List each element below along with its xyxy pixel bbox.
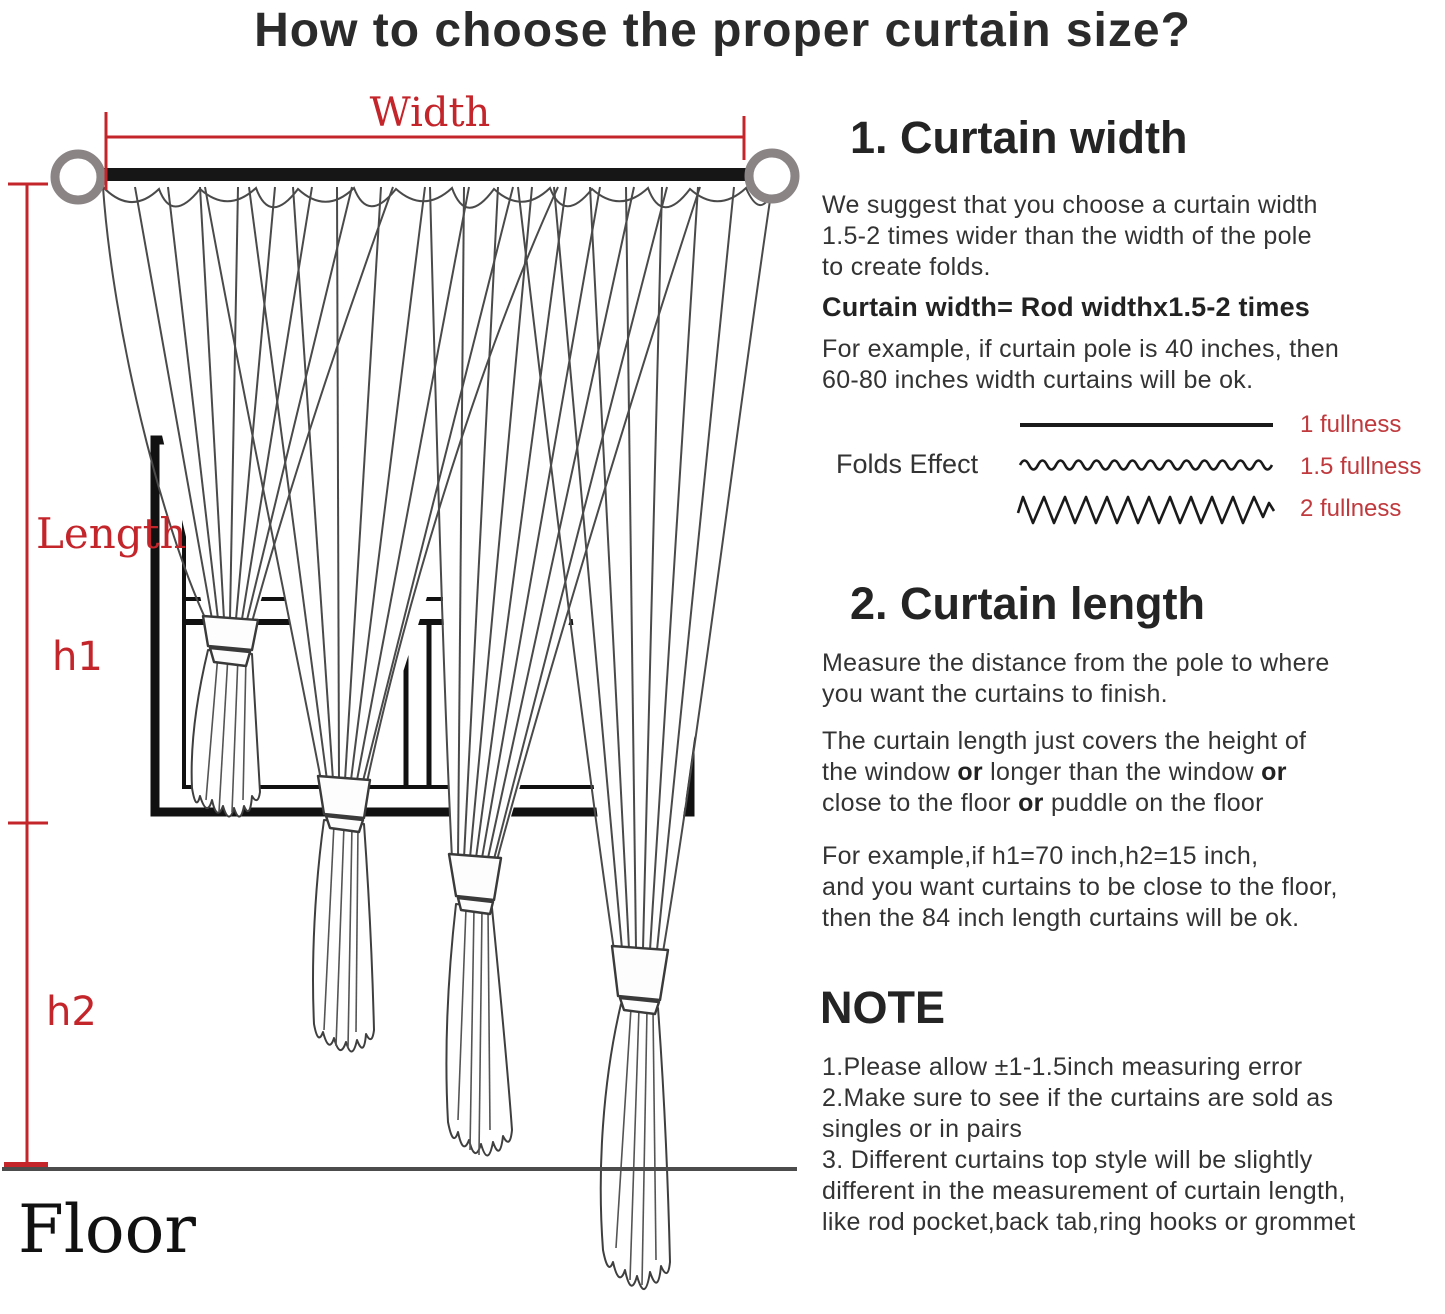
note-line: singles or in pairs <box>822 1115 1023 1143</box>
note-line: 3. Different curtains top style will be slightly <box>822 1146 1313 1174</box>
note-list <box>822 1052 1356 1238</box>
fullness-lines <box>1016 405 1282 540</box>
text-segment: longer than the window <box>982 758 1262 786</box>
width-example-paragraph <box>822 334 1339 396</box>
text-line: to create folds. <box>822 253 991 281</box>
length-measure-paragraph <box>822 648 1330 710</box>
length-label: Length <box>36 509 187 558</box>
fullness-label-1-5: 1.5 fullness <box>1300 453 1422 480</box>
text-line: then the 84 inch length curtains will be ok. <box>822 904 1300 932</box>
h1-label: h1 <box>52 634 103 680</box>
text-segment-bold: or <box>1261 758 1287 786</box>
page-title: How to choose the proper curtain size? <box>254 4 1191 57</box>
width-label: Width <box>369 90 491 136</box>
length-example-paragraph <box>822 841 1338 934</box>
note-heading: NOTE <box>820 982 946 1033</box>
text-segment: the window <box>822 758 958 786</box>
text-line <box>822 757 1306 788</box>
text-line: We suggest that you choose a curtain width <box>822 191 1318 219</box>
curtain-rod <box>98 168 750 181</box>
text-line: you want the curtains to finish. <box>822 680 1168 708</box>
fullness-label-1: 1 fullness <box>1300 411 1402 438</box>
note-line: different in the measurement of curtain length, <box>822 1177 1346 1205</box>
text-segment: puddle on the floor <box>1043 789 1264 817</box>
h2-label: h2 <box>46 989 97 1035</box>
text-line: For example, if curtain pole is 40 inches, then <box>822 335 1340 363</box>
length-covers-paragraph <box>822 726 1306 819</box>
text-line: and you want curtains to be close to the floor, <box>822 873 1338 901</box>
fullness-line-zigzag <box>1018 497 1274 523</box>
width-intro-paragraph <box>822 190 1318 283</box>
note-line: 1.Please allow ±1-1.5inch measuring error <box>822 1053 1303 1081</box>
fullness-line-wavy <box>1020 461 1272 470</box>
width-formula: Curtain width= Rod widthx1.5-2 times <box>822 292 1311 322</box>
text-line <box>822 788 1306 819</box>
text-line: 60-80 inches width curtains will be ok. <box>822 366 1254 394</box>
rod-ring-left <box>55 154 101 200</box>
rod-ring-right <box>749 153 795 199</box>
text-line: The curtain length just covers the height of <box>822 727 1307 755</box>
folds-effect-label: Folds Effect <box>836 449 979 479</box>
section-width-heading: 1. Curtain width <box>850 112 1188 163</box>
note-line: like rod pocket,back tab,ring hooks or grommet <box>822 1208 1356 1236</box>
text-segment-bold: or <box>1018 789 1044 817</box>
text-line: Measure the distance from the pole to where <box>822 649 1330 677</box>
text-segment-bold: or <box>957 758 983 786</box>
text-line: 1.5-2 times wider than the width of the pole <box>822 222 1312 250</box>
note-line: 2.Make sure to see if the curtains are sold as <box>822 1084 1334 1112</box>
text-segment: close to the floor <box>822 789 1019 817</box>
length-dimension <box>4 184 48 1167</box>
section-length-heading: 2. Curtain length <box>850 578 1206 629</box>
folds-effect-legend <box>818 405 1445 550</box>
floor-label: Floor <box>18 1191 196 1268</box>
fullness-label-2: 2 fullness <box>1300 495 1402 522</box>
text-line: For example,if h1=70 inch,h2=15 inch, <box>822 842 1259 870</box>
